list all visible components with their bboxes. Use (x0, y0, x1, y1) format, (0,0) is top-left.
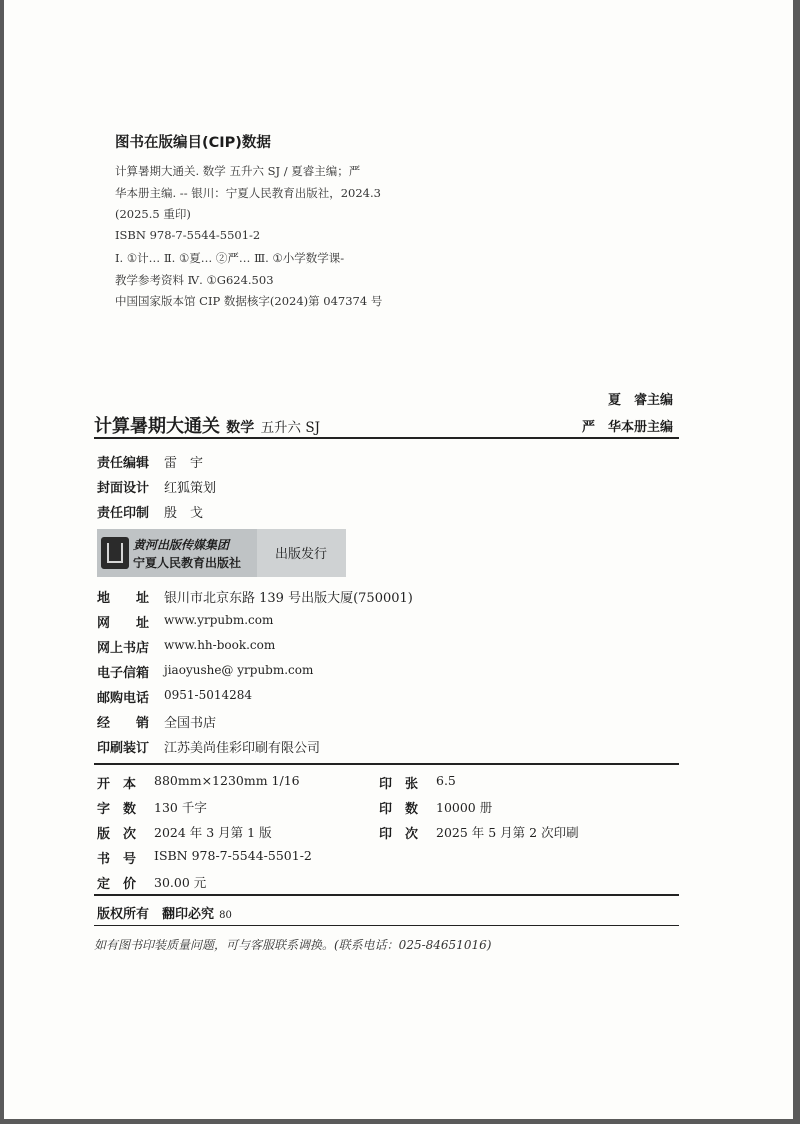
contact-label: 电子信箱 (97, 666, 150, 681)
publisher-emblem-icon (101, 537, 129, 569)
staff-label: 责任印制 (97, 506, 150, 521)
contact-value: 0951-5014284 (164, 688, 253, 702)
spec-label: 印 数 (379, 802, 419, 817)
cip-line: (2025.5 重印) (115, 207, 191, 221)
contact-value: www.hh-book.com (164, 638, 276, 652)
staff-value: 殷 戈 (164, 506, 204, 521)
divider (94, 925, 679, 926)
spec-label: 印 次 (379, 827, 419, 842)
contact-label: 经 销 (97, 716, 150, 731)
publisher-logo-box (97, 529, 346, 577)
contact-label: 网 址 (97, 616, 150, 631)
spec-label: 开 本 (97, 777, 137, 792)
contact-label: 网上书店 (97, 641, 150, 656)
contact-value: 银川市北京东路 139 号出版大厦(750001) (164, 591, 413, 606)
spec-value: 2024 年 3 月第 1 版 (154, 825, 272, 840)
spec-value: 10000 册 (436, 800, 493, 815)
service-notice: 如有图书印装质量问题，可与客服联系调换。(联系电话：025-84651016) (94, 938, 492, 952)
divider (94, 894, 679, 896)
spec-label: 字 数 (97, 802, 137, 817)
chief-editor: 夏 睿主编 (607, 393, 673, 408)
staff-value: 红狐策划 (164, 481, 217, 496)
cip-line: 教学参考资料 Ⅳ. ①G624.503 (115, 273, 274, 287)
publisher-logo (97, 529, 257, 577)
book-grade: 五升六 SJ (260, 420, 321, 436)
spec-value: 30.00 元 (154, 875, 207, 890)
contact-label: 地 址 (97, 591, 150, 606)
spec-label: 印 张 (379, 777, 419, 792)
publisher-name: 宁夏人民教育出版社 (133, 556, 242, 570)
spec-value: 130 千字 (154, 800, 207, 815)
spec-value: 2025 年 5 月第 2 次印刷 (436, 825, 579, 840)
copyright-text: 版权所有 翻印必究 (97, 907, 215, 922)
book-title (94, 412, 320, 438)
spec-value: ISBN 978-7-5544-5501-2 (154, 848, 312, 863)
contact-value: www.yrpubm.com (164, 613, 274, 627)
spec-value: 880mm×1230mm 1/16 (154, 773, 300, 788)
publisher-group: 黄河出版传媒集团 (133, 538, 230, 552)
contact-value: 全国书店 (164, 716, 217, 731)
cip-line: 计算暑期大通关. 数学 五升六 SJ / 夏睿主编；严 (115, 164, 361, 178)
staff-value: 雷 宇 (164, 456, 204, 471)
book-subject: 数学 (226, 420, 255, 436)
cip-line: 华本册主编. -- 银川：宁夏人民教育出版社，2024.3 (115, 186, 381, 200)
cip-line: ISBN 978-7-5544-5501-2 (115, 228, 261, 242)
copyright-code: 80 (219, 910, 232, 921)
divider (94, 763, 679, 765)
cip-title: 图书在版编目(CIP)数据 (115, 135, 271, 151)
contact-value: 江苏美尚佳彩印刷有限公司 (164, 741, 321, 756)
copyright-page (4, 0, 793, 1119)
publish-action: 出版发行 (275, 547, 328, 562)
staff-label: 责任编辑 (97, 456, 150, 471)
contact-value: jiaoyushe@ yrpubm.com (164, 663, 314, 677)
spec-value: 6.5 (436, 773, 456, 788)
spec-label: 书 号 (97, 852, 137, 867)
divider (94, 437, 679, 439)
cip-line: 中国国家版本馆 CIP 数据核字(2024)第 047374 号 (115, 294, 383, 308)
book-title-main: 计算暑期大通关 (94, 416, 220, 437)
staff-label: 封面设计 (97, 481, 150, 496)
volume-editor: 严 华本册主编 (581, 420, 673, 435)
contact-label: 邮购电话 (97, 691, 150, 706)
spec-label: 定 价 (97, 877, 137, 892)
contact-label: 印刷装订 (97, 741, 150, 756)
cip-line: Ⅰ. ①计… Ⅱ. ①夏… ②严… Ⅲ. ①小学数学课- (115, 251, 345, 265)
spec-label: 版 次 (97, 827, 137, 842)
copyright-line (97, 903, 232, 922)
